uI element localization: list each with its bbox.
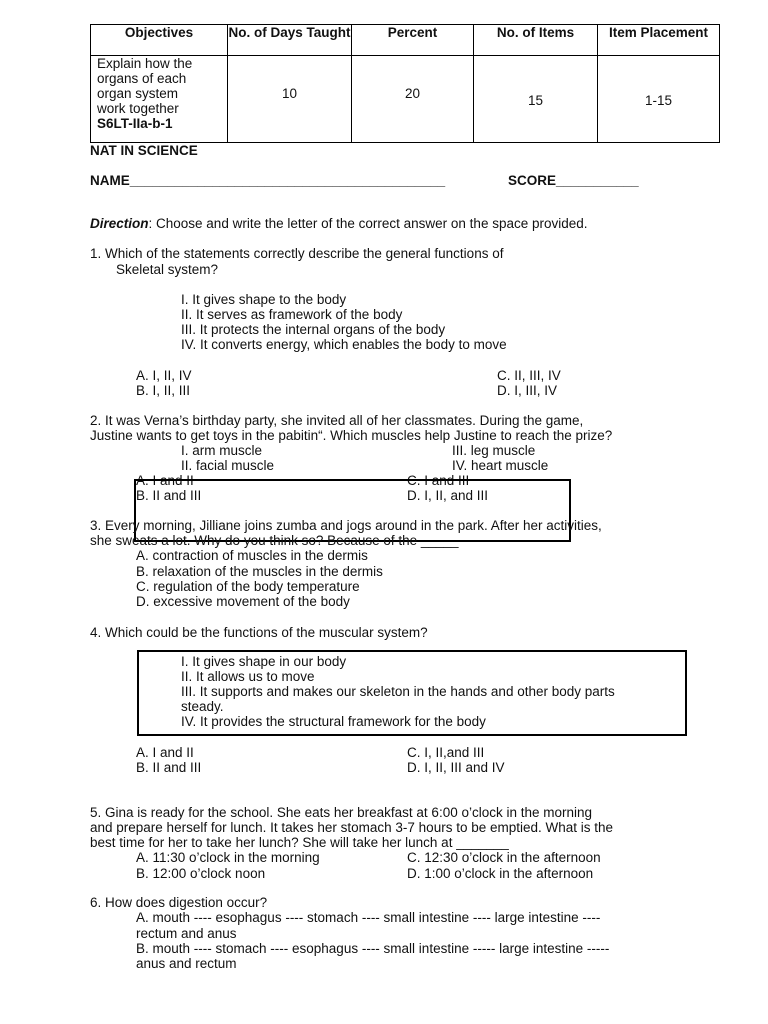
q4-choice-c[interactable]: C. I, II,and III [407, 745, 485, 760]
q4-line1: 4. Which could be the functions of the muscular system? [90, 625, 428, 640]
q2-line1: 2. It was Verna’s birthday party, she invited all of her classmates. During the game, [90, 413, 584, 428]
items-value: 15 [527, 93, 544, 108]
q5-choice-c[interactable]: C. 12:30 o’clock in the afternoon [407, 850, 601, 865]
q1-statement: II. It serves as framework of the body [181, 307, 403, 322]
objective-code: S6LT-IIa-b-1 [97, 116, 173, 131]
q3-choice-a[interactable]: A. contraction of muscles in the dermis [136, 548, 368, 563]
q3-choice-b[interactable]: B. relaxation of the muscles in the dermis [136, 564, 383, 579]
q5-choice-d[interactable]: D. 1:00 o’clock in the afternoon [407, 866, 594, 881]
q6-line1: 6. How does digestion occur? [90, 895, 268, 910]
days-cell [228, 56, 352, 143]
direction [90, 216, 588, 231]
header-objectives: Objectives [91, 25, 228, 56]
q2-option: IV. heart muscle [452, 458, 549, 473]
q3-line1: 3. Every morning, Jilliane joins zumba and jogs around in the park. After her activities, [90, 518, 602, 533]
header-days-taught: No. of Days Taught [228, 25, 352, 56]
q2-choice-c[interactable]: C. I and III [407, 473, 470, 488]
percent-cell [352, 56, 474, 143]
direction-text: : Choose and write the letter of the correct answer on the space provided. [148, 216, 588, 231]
name-field[interactable]: NAME__________________________________________ [90, 173, 446, 188]
q4-choice-a[interactable]: A. I and II [136, 745, 194, 760]
q4-statement: III. It supports and makes our skeleton in the hands and other body parts [181, 684, 615, 699]
objective-line: work together [97, 101, 179, 116]
q2-choice-d[interactable]: D. I, II, and III [407, 488, 489, 503]
percent-value: 20 [404, 86, 421, 101]
objective-line: organs of each [97, 71, 187, 86]
objective-line: organ system [97, 86, 179, 101]
q3-line2: she sweats a lot. Why do you think so? Because of the _____ [90, 533, 459, 548]
q1-statement: I. It gives shape to the body [181, 292, 347, 307]
q2-option: III. leg muscle [452, 443, 536, 458]
placement-cell [598, 56, 720, 143]
q1-statement: III. It protects the internal organs of the body [181, 322, 446, 337]
q6-choice-a[interactable]: A. mouth ---- esophagus ---- stomach ---- small intestine ---- large intestine ---- [136, 910, 601, 925]
q5-choice-b[interactable]: B. 12:00 o’clock noon [136, 866, 266, 881]
q3-choice-d[interactable]: D. excessive movement of the body [136, 594, 350, 609]
q6-choice-b[interactable]: B. mouth ---- stomach ---- esophagus ---- small intestine ----- large intestine ----- [136, 941, 610, 956]
objective-line: Explain how the [97, 56, 193, 71]
objectives-table [90, 24, 720, 143]
q5-line2: and prepare herself for lunch. It takes her stomach 3-7 hours to be emptied. What is the [90, 820, 614, 835]
q1-choice-a[interactable]: A. I, II, IV [136, 368, 192, 383]
q2-option: II. facial muscle [181, 458, 275, 473]
q5-line3: best time for her to take her lunch? She will take her lunch at _______ [90, 835, 509, 850]
table-header-row [91, 25, 720, 56]
items-cell [474, 56, 598, 143]
q6-choice-a-cont[interactable]: rectum and anus [136, 926, 237, 941]
q3-choice-c[interactable]: C. regulation of the body temperature [136, 579, 360, 594]
q5-line1: 5. Gina is ready for the school. She eats her breakfast at 6:00 o’clock in the morning [90, 805, 593, 820]
q4-choice-d[interactable]: D. I, II, III and IV [407, 760, 505, 775]
q1-line1: 1. Which of the statements correctly describe the general functions of [90, 246, 504, 261]
q2-choice-a[interactable]: A. I and II [136, 473, 194, 488]
q1-line2: Skeletal system? [116, 262, 219, 277]
q4-statement: II. It allows us to move [181, 669, 315, 684]
q2-choice-b[interactable]: B. II and III [136, 488, 202, 503]
objective-cell [91, 56, 228, 143]
placement-value: 1-15 [644, 93, 673, 108]
q4-statement: IV. It provides the structural framework for the body [181, 714, 486, 729]
q5-choice-a[interactable]: A. 11:30 o’clock in the morning [136, 850, 320, 865]
days-value: 10 [281, 86, 298, 101]
q1-choice-b[interactable]: B. I, II, III [136, 383, 191, 398]
q2-line2: Justine wants to get toys in the pabitin“. Which muscles help Justine to reach the prize? [90, 428, 613, 443]
header-percent: Percent [352, 25, 474, 56]
direction-label: Direction [90, 216, 149, 231]
q4-statement: steady. [181, 699, 224, 714]
q6-choice-b-cont[interactable]: anus and rectum [136, 956, 237, 971]
q4-statement: I. It gives shape in our body [181, 654, 347, 669]
q1-choice-c[interactable]: C. II, III, IV [497, 368, 561, 383]
header-no-of-items: No. of Items [474, 25, 598, 56]
table-row [91, 56, 720, 143]
q2-option: I. arm muscle [181, 443, 263, 458]
score-field[interactable]: SCORE___________ [508, 173, 639, 188]
test-title: NAT IN SCIENCE [90, 143, 198, 158]
q4-choice-b[interactable]: B. II and III [136, 760, 202, 775]
q1-statement: IV. It converts energy, which enables the body to move [181, 337, 507, 352]
header-item-placement: Item Placement [598, 25, 720, 56]
q1-choice-d[interactable]: D. I, III, IV [497, 383, 558, 398]
